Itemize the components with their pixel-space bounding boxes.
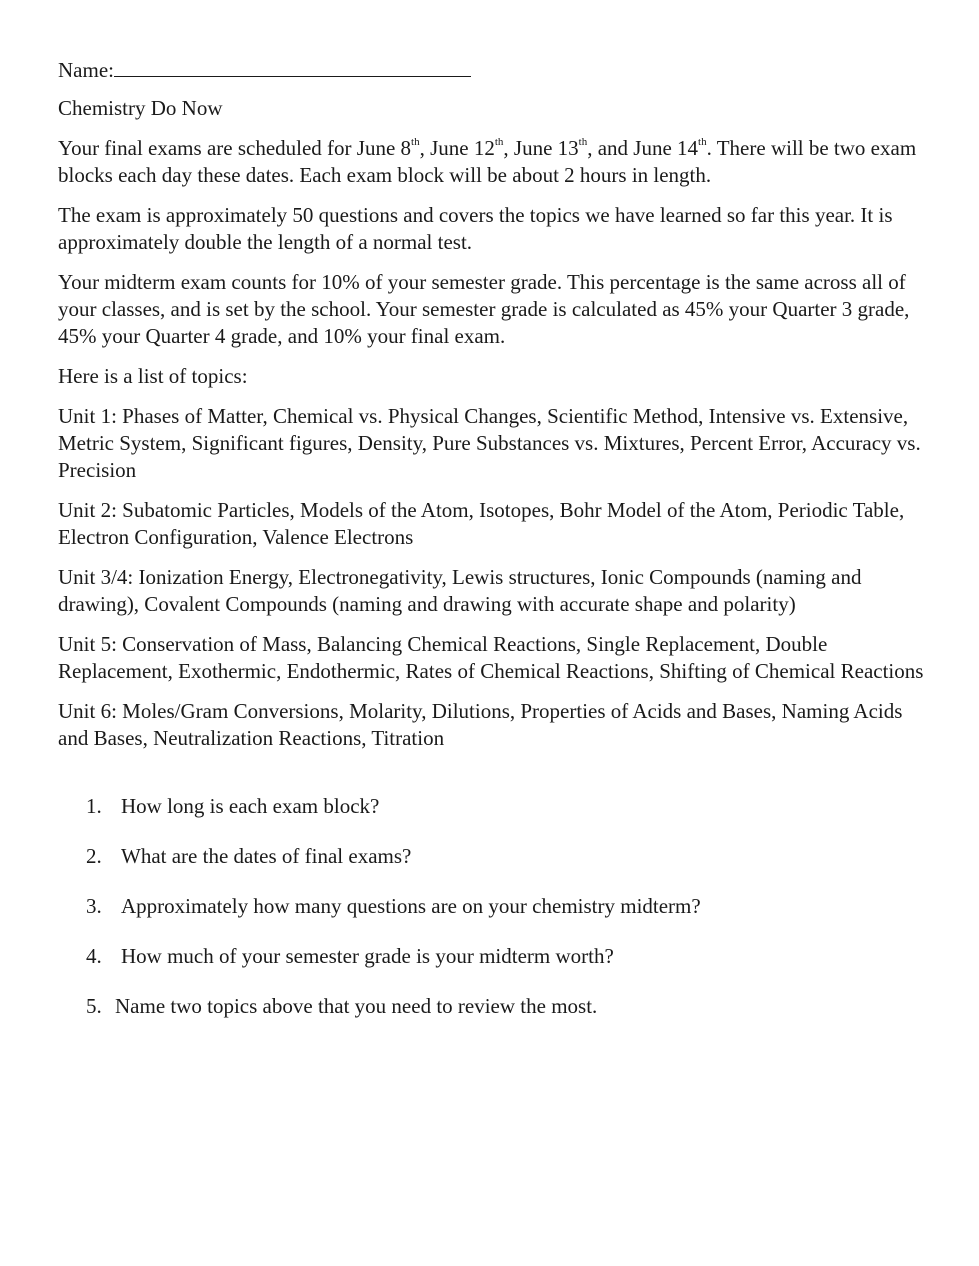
- question-text: How much of your semester grade is your midterm worth?: [121, 944, 614, 968]
- question-text: Approximately how many questions are on your chemistry midterm?: [121, 894, 701, 918]
- intro-text-1e: . There will be two exam blocks each day these dates. Each exam block will be about 2 hours in length.: [58, 136, 917, 187]
- unit-6-topics: Unit 6: Moles/Gram Conversions, Molarity, Dilutions, Properties of Acids and Bases, Naming Acids and Bases, Neutralization Reactions, Titration: [58, 699, 903, 750]
- question-number: 5.: [86, 994, 102, 1018]
- question-text: Name two topics above that you need to review the most.: [115, 994, 598, 1018]
- spacer: [58, 765, 926, 793]
- name-blank-line[interactable]: [114, 56, 471, 77]
- ordinal-sup-4: th: [698, 136, 707, 148]
- question-text: How long is each exam block?: [121, 794, 380, 818]
- intro-text-1b: , June 12: [419, 136, 495, 160]
- name-label: Name:: [58, 58, 114, 82]
- intro-text-1c: , June 13: [503, 136, 579, 160]
- ordinal-sup-2: th: [494, 136, 504, 148]
- name-row: [58, 56, 926, 84]
- ordinal-sup-1: th: [411, 136, 420, 148]
- question-text: What are the dates of final exams?: [121, 844, 412, 868]
- intro-paragraph-grading: Your midterm exam counts for 10% of your semester grade. This percentage is the same across all of your classes, and is set by the school. Your semester grade is calculated as 45% your Quarter 3 grade, 45% your Quarter 4 grade, and 10% your final exam.: [58, 270, 910, 348]
- intro-paragraph-exam-length: The exam is approximately 50 questions and covers the topics we have learned so far this year. It is approximately double the length of a normal test.: [58, 203, 893, 254]
- question-item: [58, 893, 926, 943]
- worksheet-title: Chemistry Do Now: [58, 96, 223, 120]
- ordinal-sup-3: th: [578, 136, 588, 148]
- question-number: 1.: [86, 794, 102, 818]
- unit-1-topics: Unit 1: Phases of Matter, Chemical vs. Physical Changes, Scientific Method, Intensive vs. Extensive, Metric System, Significant figures, Density, Pure Substances vs. Mixtures, Percent Error, Accuracy vs. Precision: [58, 404, 921, 482]
- question-item: [58, 993, 926, 1043]
- topics-heading: Here is a list of topics:: [58, 364, 248, 388]
- intro-text-1a: Your final exams are scheduled for June 8: [58, 136, 412, 160]
- question-number: 4.: [86, 944, 102, 968]
- unit-3-4-topics: Unit 3/4: Ionization Energy, Electronegativity, Lewis structures, Ionic Compounds (naming and drawing), Covalent Compounds (naming and drawing with accurate shape and polarity): [58, 565, 862, 616]
- question-item: [58, 793, 926, 843]
- unit-5-topics: Unit 5: Conservation of Mass, Balancing Chemical Reactions, Single Replacement, Double Replacement, Exothermic, Endothermic, Rates of Chemical Reactions, Shifting of Chemical Reactions: [58, 632, 924, 683]
- intro-text-1d: , and June 14: [587, 136, 699, 160]
- question-item: [58, 943, 926, 993]
- question-number: 3.: [86, 894, 102, 918]
- worksheet-page: [58, 56, 926, 1043]
- question-list: [58, 793, 926, 1043]
- unit-2-topics: Unit 2: Subatomic Particles, Models of the Atom, Isotopes, Bohr Model of the Atom, Periodic Table, Electron Configuration, Valence Electrons: [58, 498, 905, 549]
- intro-paragraph-dates: [58, 135, 926, 189]
- question-item: [58, 843, 926, 893]
- question-number: 2.: [86, 844, 102, 868]
